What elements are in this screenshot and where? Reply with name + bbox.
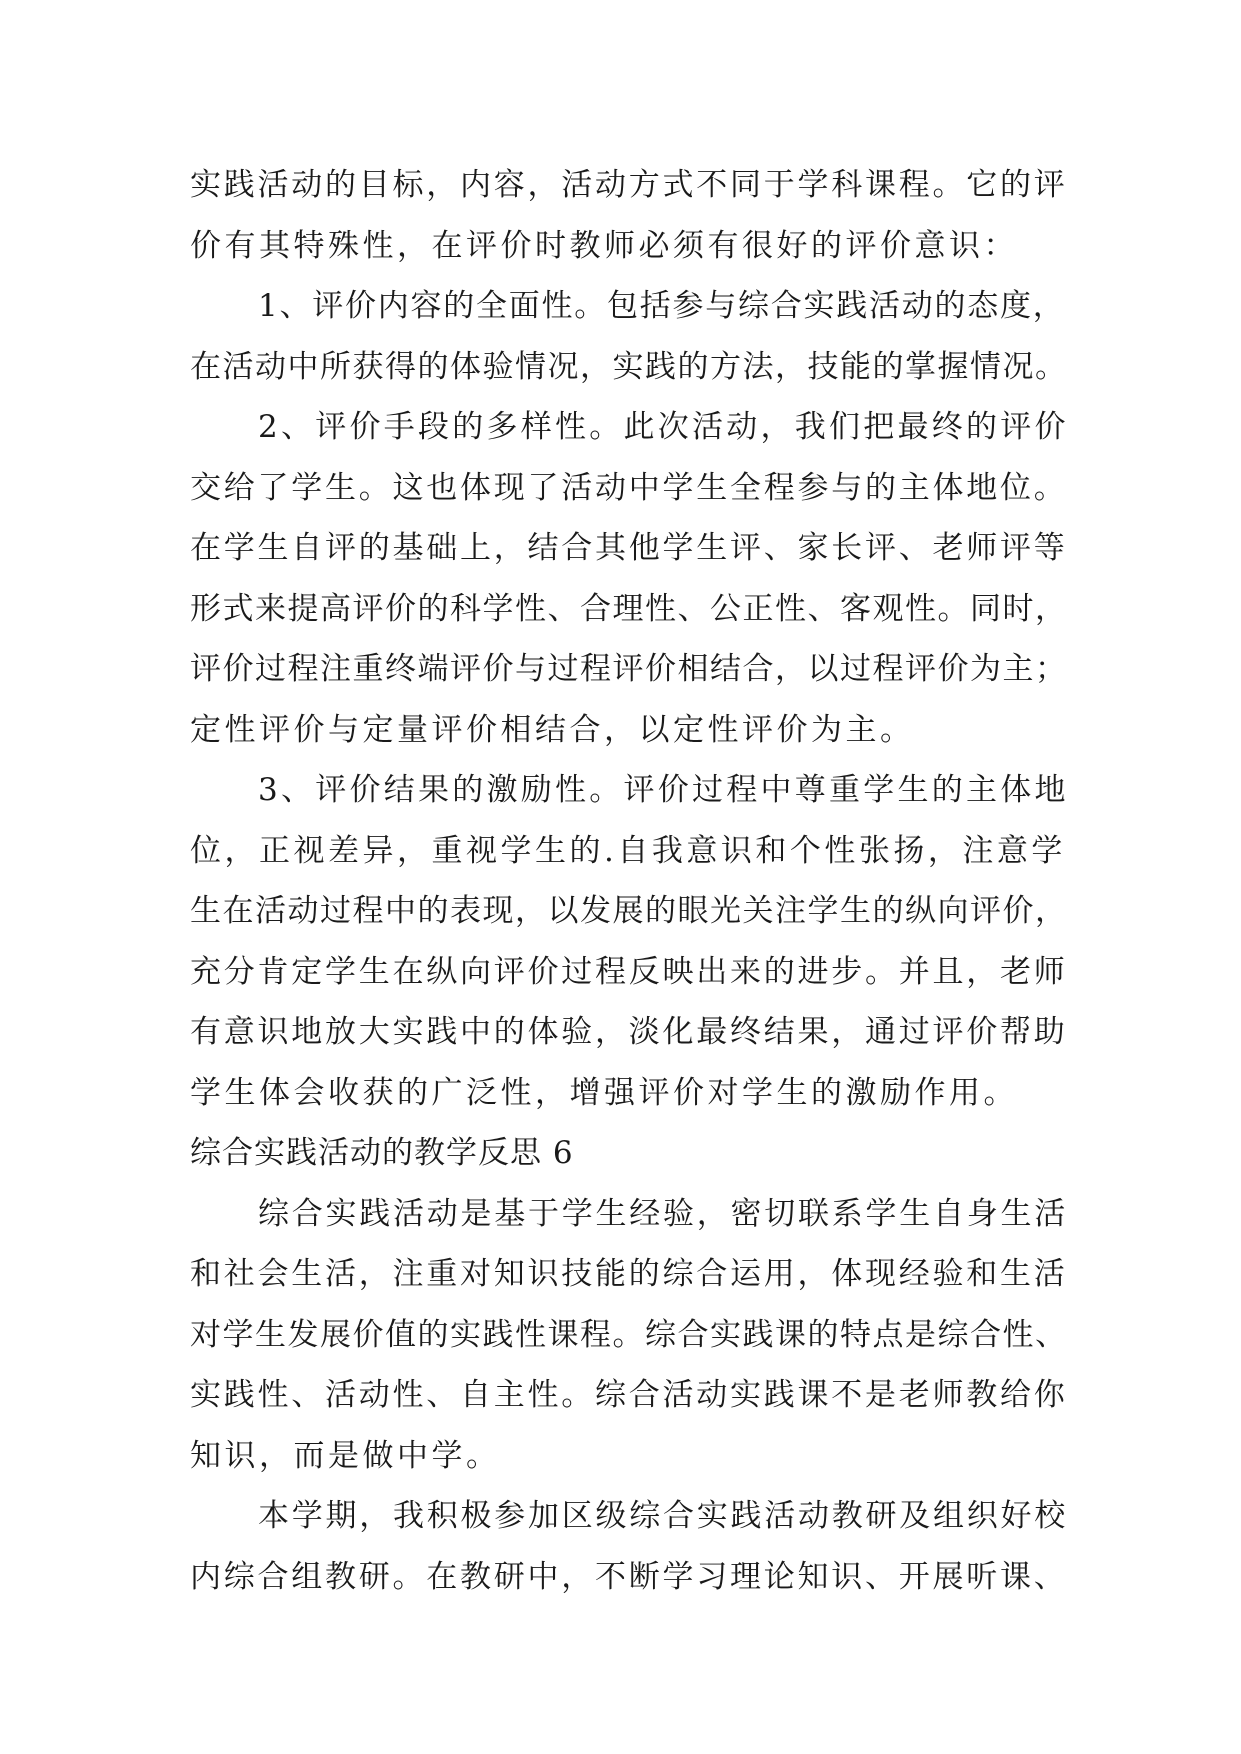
text-line: 本学期，我积极参加区级综合实践活动教研及组织好校 — [258, 1498, 1068, 1534]
text-line: 实践性、活动性、自主性。综合活动实践课不是老师教给你 — [190, 1377, 1068, 1413]
text-line: 定性评价与定量评价相结合，以定性评价为主。 — [190, 711, 915, 748]
text-line: 在活动中所获得的体验情况，实践的方法，技能的掌握情况。 — [190, 348, 1068, 385]
text-line: 3、评价结果的激励性。评价过程中尊重学生的主体地 — [258, 772, 1069, 808]
text-line: 价有其特殊性，在评价时教师必须有很好的评价意识： — [190, 227, 1018, 264]
text-line: 学生体会收获的广泛性，增强评价对学生的激励作用。 — [190, 1074, 1018, 1111]
text-line: 形式来提高评价的科学性、合理性、公正性、客观性。同时， — [190, 590, 1068, 627]
text-line: 交给了学生。这也体现了活动中学生全程参与的主体地位。 — [190, 469, 1068, 506]
text-line: 位，正视差异，重视学生的.自我意识和个性张扬，注意学 — [190, 832, 1066, 869]
document-body — [190, 155, 1070, 1607]
text-line: 内综合组教研。在教研中，不断学习理论知识、开展听课、 — [190, 1558, 1068, 1595]
text-line: 实践活动的目标，内容，活动方式不同于学科课程。它的评 — [190, 167, 1068, 203]
section-heading: 综合实践活动的教学反思 6 — [190, 1135, 574, 1171]
text-line: 2、评价手段的多样性。此次活动，我们把最终的评价 — [258, 409, 1069, 445]
text-line: 综合实践活动是基于学生经验，密切联系学生自身生活 — [258, 1195, 1068, 1232]
text-line: 生在活动过程中的表现，以发展的眼光关注学生的纵向评价， — [190, 893, 1068, 929]
text-line: 有意识地放大实践中的体验，淡化最终结果，通过评价帮助 — [190, 1014, 1068, 1050]
text-line: 对学生发展价值的实践性课程。综合实践课的特点是综合性、 — [190, 1316, 1068, 1353]
text-line: 知识，而是做中学。 — [190, 1437, 501, 1474]
text-line: 评价过程注重终端评价与过程评价相结合，以过程评价为主； — [190, 651, 1068, 687]
text-line: 在学生自评的基础上，结合其他学生评、家长评、老师评等 — [190, 530, 1068, 566]
text-line: 充分肯定学生在纵向评价过程反映出来的进步。并且，老师 — [190, 953, 1068, 990]
text-line: 1、评价内容的全面性。包括参与综合实践活动的态度， — [258, 288, 1066, 324]
text-line: 和社会生活，注重对知识技能的综合运用，体现经验和生活 — [190, 1256, 1068, 1292]
